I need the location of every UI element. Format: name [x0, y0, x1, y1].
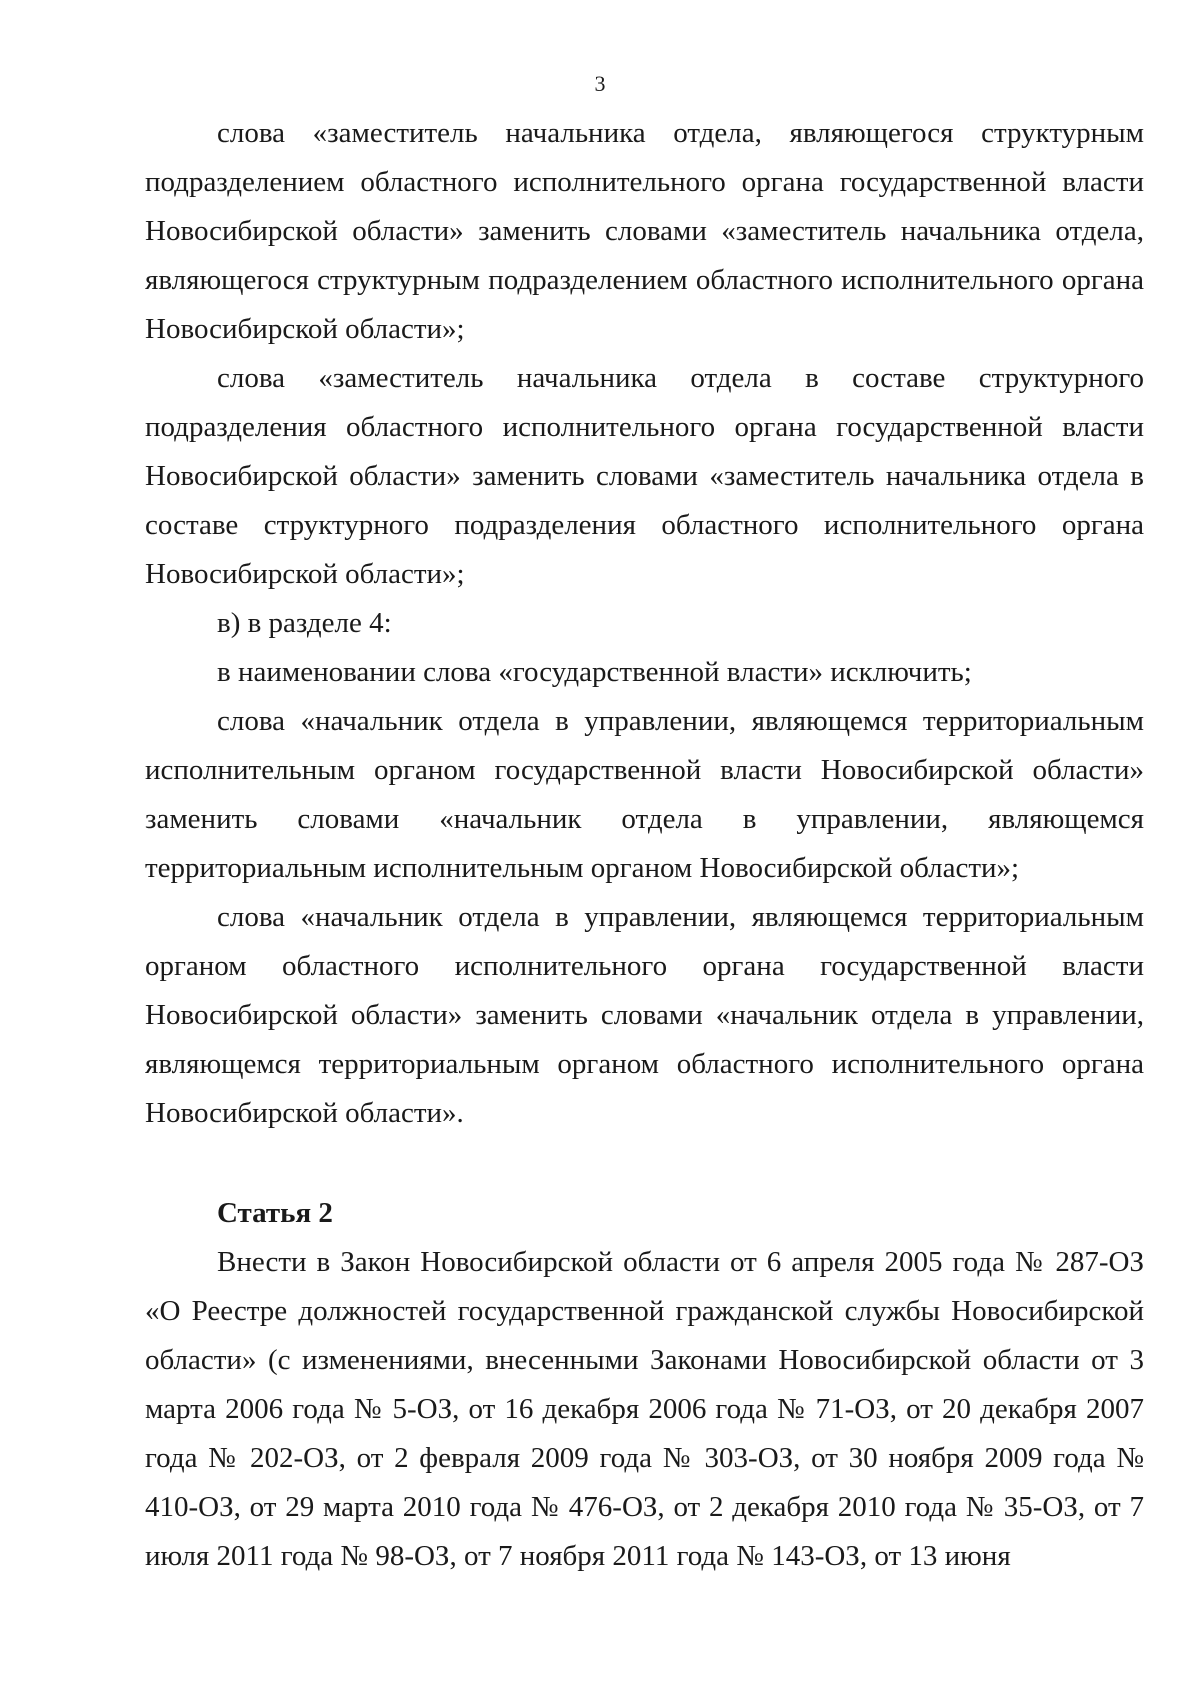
- paragraph-amend-head-territorial-executive: слова «начальник отдела в управлении, являющемся территориальным исполнительным органом государственной власти Новосибирской области» заменить словами «начальник отдела в управлении, являющемся территориальным исполнительным органом Новосибирской области»;: [145, 705, 1144, 884]
- paragraph-name-exclusion: в наименовании слова «государственной власти» исключить;: [217, 656, 972, 688]
- page-number: 3: [594, 71, 606, 96]
- paragraph-amend-head-territorial-body: слова «начальник отдела в управлении, являющемся территориальным органом областного исполнительного органа государственной власти Новосибирской области» заменить словами «начальник отдела в управлении, являющемся территориальным органом областного исполнительного органа Новосибирской области».: [145, 901, 1144, 1129]
- article-2-paragraph: Внести в Закон Новосибирской области от 6 апреля 2005 года № 287-ОЗ «О Реестре должностей государственной гражданской службы Новосибирской области» (с изменениями, внесенными Законами Новосибирской области от 3 марта 2006 года № 5-ОЗ, от 16 декабря 2006 года № 71-ОЗ, от 20 декабря 2007 года № 202-ОЗ, от 2 февраля 2009 года № 303-ОЗ, от 30 ноября 2009 года № 410-ОЗ, от 29 марта 2010 года № 476-ОЗ, от 2 декабря 2010 года № 35-ОЗ, от 7 июля 2011 года № 98-ОЗ, от 7 ноября 2011 года № 143-ОЗ, от 13 июня: [145, 1246, 1144, 1572]
- paragraph-section-4: в) в разделе 4:: [217, 607, 392, 639]
- article-heading: Статья 2: [217, 1197, 333, 1229]
- document-body: [145, 109, 1144, 1581]
- paragraph-amend-deputy-head-within-unit: слова «заместитель начальника отдела в составе структурного подразделения областного исполнительного органа государственной власти Новосибирской области» заменить словами «заместитель начальника отдела в составе структурного подразделения областного исполнительного органа Новосибирской области»;: [145, 362, 1144, 590]
- section-spacer: [145, 1138, 1144, 1189]
- paragraph-amend-deputy-head-structural-unit: слова «заместитель начальника отдела, являющегося структурным подразделением областного исполнительного органа государственной власти Новосибирской области» заменить словами «заместитель начальника отдела, являющегося структурным подразделением областного исполнительного органа Новосибирской области»;: [145, 117, 1144, 345]
